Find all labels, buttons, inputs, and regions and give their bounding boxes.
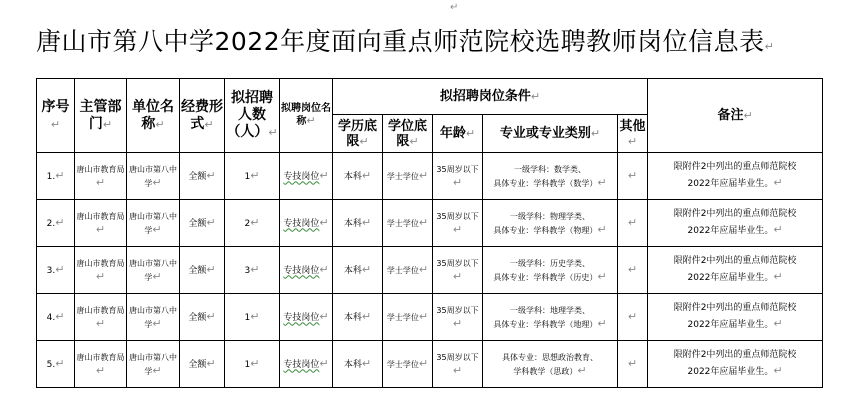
cell-end-mark-icon: ↵ [627, 263, 638, 276]
cell-education: 本科↵ [333, 247, 383, 294]
cell-end-mark-icon: ↵ [95, 269, 106, 283]
cell-end-mark-icon: ↵ [773, 270, 783, 283]
cell-position: 专技岗位↵ [280, 247, 333, 294]
cell-end-mark-icon: ↵ [627, 216, 638, 229]
cell-end-mark-icon: ↵ [319, 356, 329, 370]
header-age: 年龄↵ [433, 115, 483, 153]
cell-end-mark-icon: ↵ [361, 309, 372, 323]
cell-degree: 学士学位↵ [383, 341, 433, 388]
cell-age: 35周岁以下↵ [433, 153, 483, 200]
table-row [37, 200, 823, 247]
cell-end-mark-icon: ↵ [361, 215, 372, 229]
cell-age: 35周岁以下↵ [433, 341, 483, 388]
cell-end-mark-icon: ↵ [597, 222, 607, 236]
cell-degree: 学士学位↵ [383, 294, 433, 341]
cell-end-mark-icon: ↵ [577, 363, 587, 377]
cell-end-mark-icon: ↵ [206, 262, 216, 276]
cell-funding: 全额↵ [180, 294, 225, 341]
title-text: 唐山市第八中学2022年度面向重点师范院校选聘教师岗位信息表 [36, 27, 765, 56]
cell-end-mark-icon: ↵ [452, 222, 463, 236]
cell-end-mark-icon: ↵ [250, 309, 260, 323]
cell-seq: 3.↵ [37, 247, 75, 294]
cell-end-mark-icon: ↵ [55, 215, 65, 229]
cell-end-mark-icon: ↵ [773, 176, 783, 189]
cell-count: 2↵ [225, 200, 280, 247]
cell-funding: 全额↵ [180, 341, 225, 388]
cell-end-mark-icon: ↵ [319, 215, 329, 229]
cell-end-mark-icon: ↵ [361, 262, 372, 276]
cell-count: 1↵ [225, 294, 280, 341]
cell-major: 具体专业：思想政治教育、 学科教学（思政）↵ [483, 341, 618, 388]
cell-remark: 限附件2中列出的重点师范院校 2022年应届毕业生。↵ [648, 247, 823, 294]
table-row [37, 153, 823, 200]
cell-end-mark-icon: ↵ [95, 316, 106, 330]
cell-position: 专技岗位↵ [280, 200, 333, 247]
cell-seq: 4.↵ [37, 294, 75, 341]
cell-other [618, 294, 648, 341]
cell-end-mark-icon: ↵ [152, 269, 162, 283]
cell-end-mark-icon: ↵ [319, 262, 329, 276]
header-row-1 [37, 79, 823, 115]
cell-dept: 唐山市教育局↵ [75, 153, 127, 200]
cell-major: 一级学科：地理学类、 具体专业：学科教学（地理）↵ [483, 294, 618, 341]
header-other: 其他↵ [618, 115, 648, 153]
cell-degree: 学士学位↵ [383, 153, 433, 200]
header-seq: 序号↵ [37, 79, 75, 153]
cell-end-mark-icon: ↵ [206, 356, 216, 370]
title-paragraph-mark-icon: ↵ [764, 40, 775, 53]
cell-end-mark-icon: ↵ [773, 364, 783, 377]
cell-other [618, 247, 648, 294]
cell-end-mark-icon: ↵ [452, 363, 463, 377]
cell-degree: 学士学位↵ [383, 247, 433, 294]
cell-education: 本科↵ [333, 153, 383, 200]
cell-remark: 限附件2中列出的重点师范院校 2022年应届毕业生。↵ [648, 200, 823, 247]
cell-end-mark-icon: ↵ [152, 222, 162, 236]
cell-seq: 1.↵ [37, 153, 75, 200]
cell-education: 本科↵ [333, 341, 383, 388]
cell-remark: 限附件2中列出的重点师范院校 2022年应届毕业生。↵ [648, 294, 823, 341]
cell-end-mark-icon: ↵ [250, 215, 260, 229]
table-row [37, 294, 823, 341]
header-conditions: 拟招聘岗位条件↵ [333, 79, 648, 115]
cell-seq: 2.↵ [37, 200, 75, 247]
cell-end-mark-icon: ↵ [152, 175, 162, 189]
cell-unit: 唐山市第八中学↵ [127, 294, 180, 341]
cell-end-mark-icon: ↵ [418, 357, 429, 370]
cell-end-mark-icon: ↵ [361, 168, 372, 182]
cell-dept: 唐山市教育局↵ [75, 200, 127, 247]
document-title [36, 22, 836, 58]
cell-unit: 唐山市第八中学↵ [127, 341, 180, 388]
cell-count: 3↵ [225, 247, 280, 294]
header-major: 专业或专业类别↵ [483, 115, 618, 153]
cell-position: 专技岗位↵ [280, 294, 333, 341]
cell-education: 本科↵ [333, 294, 383, 341]
cell-position: 专技岗位↵ [280, 341, 333, 388]
cell-end-mark-icon: ↵ [452, 316, 463, 330]
cell-end-mark-icon: ↵ [250, 262, 260, 276]
cell-education: 本科↵ [333, 200, 383, 247]
cell-other [618, 153, 648, 200]
cell-count: 1↵ [225, 153, 280, 200]
cell-end-mark-icon: ↵ [773, 223, 783, 236]
header-remarks: 备注↵ [648, 79, 823, 153]
header-dept: 主管部门↵ [75, 79, 127, 153]
table-row [37, 247, 823, 294]
position-info-table [36, 78, 823, 388]
cell-end-mark-icon: ↵ [452, 269, 463, 283]
cell-major: 一级学科：历史学类、 具体专业：学科教学（历史）↵ [483, 247, 618, 294]
cell-end-mark-icon: ↵ [597, 316, 607, 330]
cell-remark: 限附件2中列出的重点师范院校 2022年应届毕业生。↵ [648, 341, 823, 388]
cell-unit: 唐山市第八中学↵ [127, 200, 180, 247]
cell-end-mark-icon: ↵ [206, 168, 216, 182]
cell-dept: 唐山市教育局↵ [75, 341, 127, 388]
cell-end-mark-icon: ↵ [206, 309, 216, 323]
cell-end-mark-icon: ↵ [250, 356, 260, 370]
cell-end-mark-icon: ↵ [206, 215, 216, 229]
cell-unit: 唐山市第八中学↵ [127, 153, 180, 200]
header-position-name: 拟聘岗位名称↵ [280, 79, 333, 153]
cell-funding: 全额↵ [180, 153, 225, 200]
cell-major: 一级学科：物理学类、 具体专业：学科教学（物理）↵ [483, 200, 618, 247]
cell-end-mark-icon: ↵ [95, 222, 106, 236]
cell-age: 35周岁以下↵ [433, 247, 483, 294]
cell-end-mark-icon: ↵ [418, 310, 429, 323]
cell-end-mark-icon: ↵ [418, 216, 429, 229]
cell-end-mark-icon: ↵ [319, 168, 329, 182]
cell-end-mark-icon: ↵ [55, 262, 65, 276]
header-funding: 经费形式↵ [180, 79, 225, 153]
cell-end-mark-icon: ↵ [627, 169, 638, 182]
cell-funding: 全额↵ [180, 247, 225, 294]
cell-end-mark-icon: ↵ [152, 316, 162, 330]
cell-degree: 学士学位↵ [383, 200, 433, 247]
header-unit: 单位名称↵ [127, 79, 180, 153]
cell-end-mark-icon: ↵ [597, 175, 607, 189]
header-education: 学历底限↵ [333, 115, 383, 153]
cell-end-mark-icon: ↵ [627, 310, 638, 323]
cell-unit: 唐山市第八中学↵ [127, 247, 180, 294]
cell-other [618, 200, 648, 247]
cell-end-mark-icon: ↵ [55, 309, 65, 323]
cell-other [618, 341, 648, 388]
table-row [37, 341, 823, 388]
cell-count: 1↵ [225, 341, 280, 388]
cell-age: 35周岁以下↵ [433, 294, 483, 341]
cell-position: 专技岗位↵ [280, 153, 333, 200]
header-degree: 学位底限↵ [383, 115, 433, 153]
cell-dept: 唐山市教育局↵ [75, 247, 127, 294]
cell-end-mark-icon: ↵ [95, 363, 106, 377]
paragraph-mark-icon: ↵ [450, 2, 459, 13]
cell-end-mark-icon: ↵ [418, 263, 429, 276]
cell-funding: 全额↵ [180, 200, 225, 247]
cell-end-mark-icon: ↵ [250, 168, 260, 182]
cell-remark: 限附件2中列出的重点师范院校 2022年应届毕业生。↵ [648, 153, 823, 200]
cell-age: 35周岁以下↵ [433, 200, 483, 247]
cell-end-mark-icon: ↵ [95, 175, 106, 189]
cell-end-mark-icon: ↵ [361, 356, 372, 370]
cell-dept: 唐山市教育局↵ [75, 294, 127, 341]
cell-end-mark-icon: ↵ [55, 356, 65, 370]
cell-end-mark-icon: ↵ [452, 175, 463, 189]
header-recruit-count: 拟招聘人数（人）↵ [225, 79, 280, 153]
cell-seq: 5.↵ [37, 341, 75, 388]
cell-end-mark-icon: ↵ [418, 169, 429, 182]
cell-end-mark-icon: ↵ [597, 269, 607, 283]
cell-end-mark-icon: ↵ [627, 357, 638, 370]
cell-end-mark-icon: ↵ [152, 363, 162, 377]
cell-end-mark-icon: ↵ [319, 309, 329, 323]
cell-major: 一级学科：数学类、 具体专业：学科教学（数学）↵ [483, 153, 618, 200]
cell-end-mark-icon: ↵ [55, 168, 65, 182]
cell-end-mark-icon: ↵ [773, 317, 783, 330]
